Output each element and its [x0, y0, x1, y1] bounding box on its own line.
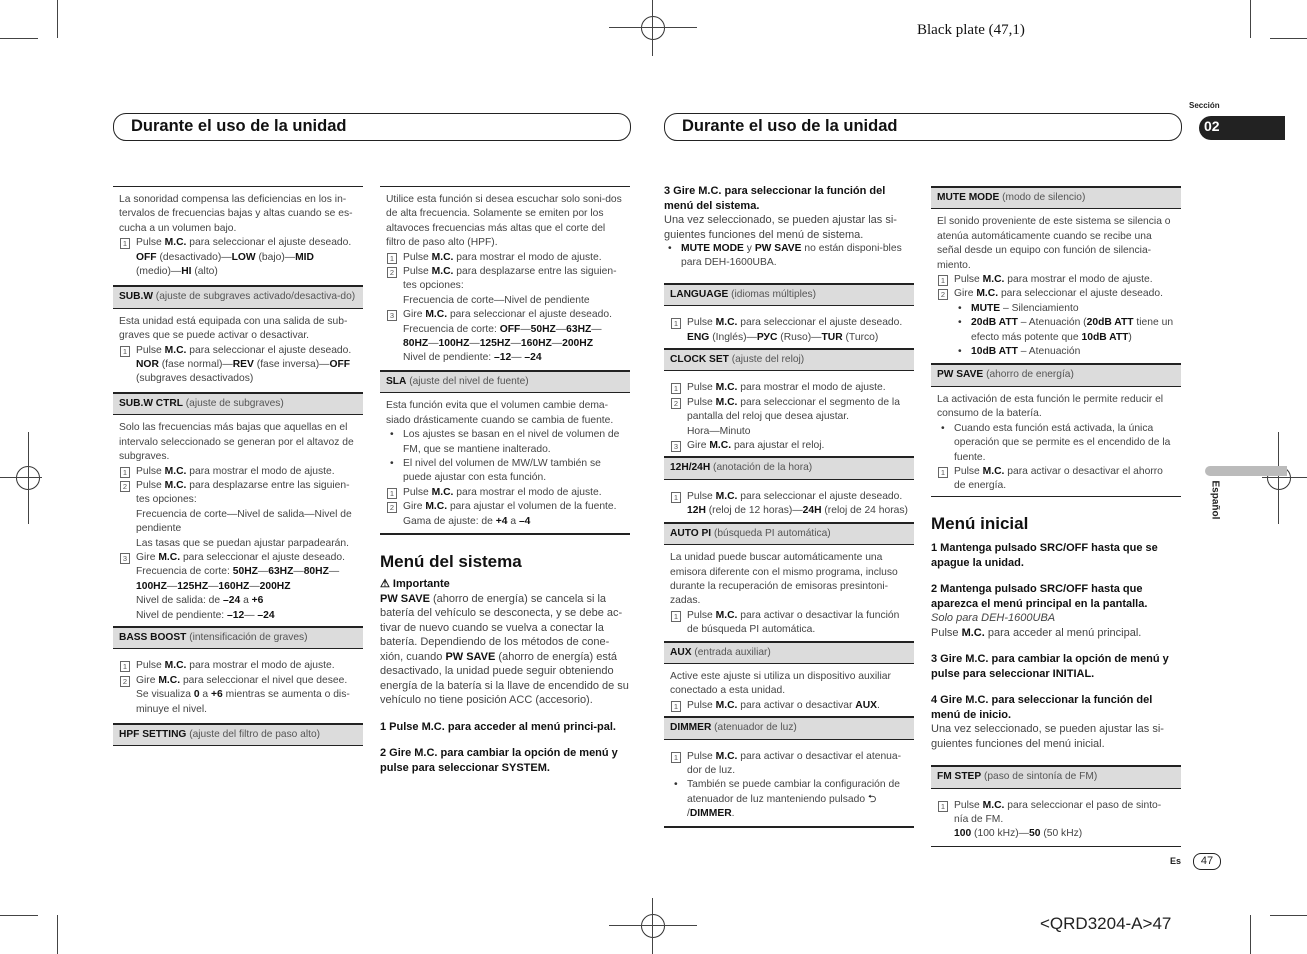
step: 3 Gire M.C. para seleccionar el ajuste deseado. Frecuencia de corte: OFF—50HZ—63HZ— 80HZ—100HZ—125HZ—160HZ—200HZ Nivel de pendiente: –12— –24 — [386, 308, 624, 366]
step: 1 Pulse M.C. para mostrar el modo de ajuste. — [386, 251, 624, 265]
step: 1 Pulse M.C. para mostrar el modo de ajuste. — [119, 465, 357, 479]
crop-mark — [652, 0, 653, 56]
paragraph: Esta unidad está equipada con una salida de sub-graves que se puede activar o desactivar. — [119, 315, 348, 342]
crop-mark — [609, 925, 697, 926]
setting-heading-dimmer: DIMMER (atenuador de luz) — [664, 716, 914, 739]
step: 1 Pulse M.C. para mostrar el modo de ajuste. — [937, 273, 1175, 287]
procedure-step: 1 Mantenga pulsado SRC/OFF hasta que se apague la unidad. — [931, 542, 1158, 569]
paragraph: La activación de esta función le permite reducir el consumo de la batería. — [937, 393, 1164, 420]
step: 1 Pulse M.C. para activar o desactivar la función de búsqueda PI automática. — [670, 609, 908, 638]
bullet: • MUTE MODE y PW SAVE no están disponi-bles para DEH-1600UBA. — [664, 242, 914, 271]
paragraph: Esta función evita que el volumen cambie dema-siado drásticamente cuando se cambia de fuente. — [386, 400, 614, 426]
lang-code: Es — [1170, 856, 1182, 866]
crop-mark — [0, 38, 38, 39]
paragraph: La unidad puede buscar automáticamente una emisora diferente con el mismo programa, incluso durante la recuperación de emisoras presintoni-zadas. — [670, 552, 898, 607]
setting-heading-fm-step: FM STEP (paso de sintonía de FM) — [931, 765, 1181, 788]
bullet: • 10dB ATT – Atenuación — [954, 345, 1175, 359]
step: 3 Gire M.C. para seleccionar el ajuste deseado. Frecuencia de corte: 50HZ—63HZ—80HZ— 100HZ—125HZ—160HZ—200HZ Nivel de salida: de –24 a +6 Nivel de pendiente: –12— –24 — [119, 551, 357, 623]
page-number: 47 — [1193, 853, 1221, 870]
step: 2 Pulse M.C. para desplazarse entre las siguien-tes opciones: Frecuencia de corte—Nivel de salida—Nivel de pendiente Las tasas que se puedan ajustar parpadearán. — [119, 479, 357, 551]
setting-heading-aux: AUX (entrada auxiliar) — [664, 641, 914, 664]
section-title: Menú inicial — [931, 513, 1029, 533]
important-note-title: ⚠ Importante — [380, 578, 450, 591]
section-header-right — [664, 113, 1182, 141]
plate-label: Black plate (47,1) — [917, 22, 1025, 38]
crop-mark — [57, 0, 58, 38]
important-note: PW SAVE (ahorro de energía) se cancela si la batería del vehículo se desconecta, y se debe ac-tivar de nuevo cuando se vuelva a conectar la batería. Dependiendo de los métodos de cone-xión, cuando PW SAVE (ahorro de energía) está desactivado, la unidad puede seguir obteniendo energía de la batería si la llave de encendido de su vehículo no tiene posición ACC (accesorio). — [380, 592, 629, 707]
paragraph: Una vez seleccionado, se pueden ajustar las si-guientes funciones del menú inicial. — [931, 723, 1164, 750]
procedure-step: 1 Pulse M.C. para acceder al menú princi-pal. — [380, 720, 616, 733]
setting-heading-pw-save: PW SAVE (ahorro de energía) — [931, 363, 1181, 386]
step: 1 Pulse M.C. para activar o desactivar el atenua-dor de luz. — [670, 750, 908, 779]
registration-mark — [641, 16, 665, 40]
step: 2 Gire M.C. para ajustar el volumen de la fuente. Gama de ajuste: de +4 a –4 — [386, 500, 624, 529]
registration-mark — [641, 914, 665, 938]
language-label: Español — [1209, 480, 1221, 520]
setting-heading-subw-ctrl: SUB.W CTRL (ajuste de subgraves) — [113, 392, 363, 415]
setting-heading-bass-boost: BASS BOOST (intensificación de graves) — [113, 626, 363, 649]
procedure-step: 4 Gire M.C. para seleccionar la función del menú de inicio. — [931, 694, 1153, 721]
setting-heading-hpf: HPF SETTING (ajuste del filtro de paso alto) — [113, 723, 363, 746]
step: 3 Gire M.C. para ajustar el reloj. — [670, 439, 908, 453]
crop-mark — [1250, 915, 1251, 954]
step: 2 Gire M.C. para seleccionar el ajuste deseado. — [937, 287, 1175, 301]
procedure-step: 3 Gire M.C. para seleccionar la función del menú del sistema. — [664, 185, 886, 212]
bullet: • El nivel del volumen de MW/LW también se puede ajustar con esta función. — [386, 457, 624, 486]
step: 2 Pulse M.C. para seleccionar el segmento de la pantalla del reloj que desea ajustar. Hora—Minuto — [670, 396, 908, 439]
setting-heading-auto-pi: AUTO PI (búsqueda PI automática) — [664, 522, 914, 545]
step: 1 Pulse M.C. para activar o desactivar AUX. — [670, 699, 908, 713]
column-2 — [380, 186, 630, 775]
procedure-step: 2 Gire M.C. para cambiar la opción de menú y pulse para seleccionar SYSTEM. — [380, 747, 618, 774]
document-code: <QRD3204-A>47 — [1040, 914, 1172, 933]
bullet: • Los ajustes se basan en el nivel de volumen de FM, que se mantiene inalterado. — [386, 428, 624, 457]
paragraph: Pulse M.C. para acceder al menú principal. — [931, 626, 1142, 639]
step: 1 Pulse M.C. para mostrar el modo de ajuste. — [670, 381, 908, 395]
paragraph: El sonido proveniente de este sistema se silencia o atenúa automáticamente cuando se recibe una señal desde un equipo con función de silencia-miento. — [937, 216, 1171, 271]
crop-mark — [1278, 432, 1279, 524]
step: 1 Pulse M.C. para mostrar el modo de ajuste. — [386, 486, 624, 500]
setting-heading-subw: SUB.W (ajuste de subgraves activado/desactiva-do) — [113, 285, 363, 308]
step: 1 Pulse M.C. para seleccionar el ajuste deseado. OFF (desactivado)—LOW (bajo)—MID (medio)—HI (alto) — [119, 236, 357, 279]
section-header-title: Durante el uso de la unidad — [131, 117, 347, 135]
setting-heading-sla: SLA (ajuste del nivel de fuente) — [380, 370, 630, 393]
section-title: Menú del sistema — [380, 551, 522, 571]
crop-mark — [0, 915, 38, 916]
step: 2 Pulse M.C. para desplazarse entre las siguien-tes opciones: Frecuencia de corte—Nivel de pendiente — [386, 265, 624, 308]
column-1 — [113, 186, 363, 746]
crop-mark — [1270, 38, 1307, 39]
setting-heading-12h24h: 12H/24H (anotación de la hora) — [664, 456, 914, 479]
crop-mark — [57, 915, 58, 954]
crop-mark — [609, 27, 697, 28]
crop-mark — [1262, 477, 1307, 478]
column-4 — [931, 186, 1181, 847]
procedure-step: 2 Mantenga pulsado SRC/OFF hasta que aparezca el menú principal en la pantalla. — [931, 583, 1148, 610]
crop-mark — [652, 898, 653, 954]
step: 1 Pulse M.C. para activar o desactivar el ahorro de energía. — [937, 465, 1175, 494]
return-icon: ⮌ — [867, 793, 877, 805]
section-header-left — [113, 113, 631, 141]
step: 1 Pulse M.C. para mostrar el modo de ajuste. — [119, 659, 357, 673]
bullet: • Cuando esta función está activada, la única operación que se permite es el encendido de la fuente. — [937, 422, 1175, 465]
crop-mark — [1250, 0, 1251, 38]
section-tab — [1199, 116, 1285, 140]
setting-heading-clock: CLOCK SET (ajuste del reloj) — [664, 348, 914, 371]
step: 1 Pulse M.C. para seleccionar el ajuste deseado. NOR (fase normal)—REV (fase inversa)—OFF (subgraves desactivados) — [119, 344, 357, 387]
seccion-label: Sección — [1189, 101, 1220, 110]
important-icon: ⚠ — [380, 578, 393, 591]
section-header-title: Durante el uso de la unidad — [682, 117, 898, 135]
bullet: • También se puede cambiar la configuración de atenuador de luz manteniendo pulsado ⮌ /DIMMER. — [670, 778, 908, 821]
setting-heading-language: LANGUAGE (idiomas múltiples) — [664, 283, 914, 306]
paragraph: Solo las frecuencias más bajas que aquellas en el intervalo seleccionado se generan por el altavoz de subgraves. — [119, 422, 354, 463]
setting-heading-mute: MUTE MODE (modo de silencio) — [931, 186, 1181, 209]
procedure-step: 3 Gire M.C. para cambiar la opción de menú y pulse para seleccionar INITIAL. — [931, 653, 1169, 680]
section-number: 02 — [1204, 118, 1220, 134]
model-note: Solo para DEH-1600UBA — [931, 612, 1056, 625]
paragraph: Utilice esta función si desea escuchar solo soni-dos de alta frecuencia. Solamente se emiten por los altavoces frecuencias más altas que el corte del filtro de paso alto (HPF). — [386, 194, 622, 249]
bullet: • 20dB ATT – Atenuación (20dB ATT tiene un efecto más potente que 10dB ATT) — [954, 316, 1175, 345]
crop-mark — [0, 477, 42, 478]
crop-mark — [1270, 915, 1307, 916]
paragraph: Una vez seleccionado, se pueden ajustar las si-guientes funciones del menú de sistema. — [664, 214, 897, 241]
crop-mark — [28, 432, 29, 524]
step: 1 Pulse M.C. para seleccionar el ajuste deseado. ENG (Inglés)—РУС (Ruso)—TUR (Turco) — [670, 316, 908, 345]
language-tab — [1205, 466, 1287, 476]
bullet: • MUTE – Silenciamiento — [954, 302, 1175, 316]
step: 2 Gire M.C. para seleccionar el nivel que desee. Se visualiza 0 a +6 mientras se aumenta o dis-minuye el nivel. — [119, 674, 357, 717]
paragraph: La sonoridad compensa las deficiencias en los in-tervalos de frecuencias bajas y altas cuando se es-cucha a un volumen bajo. — [119, 194, 353, 234]
step: 1 Pulse M.C. para seleccionar el paso de sinto-nía de FM. 100 (100 kHz)—50 (50 kHz) — [937, 799, 1175, 842]
column-3 — [664, 184, 914, 828]
step: 1 Pulse M.C. para seleccionar el ajuste deseado. 12H (reloj de 12 horas)—24H (reloj de 24 horas) — [670, 490, 908, 519]
paragraph: Active este ajuste si utiliza un dispositivo auxiliar conectado a esta unidad. — [670, 670, 891, 697]
